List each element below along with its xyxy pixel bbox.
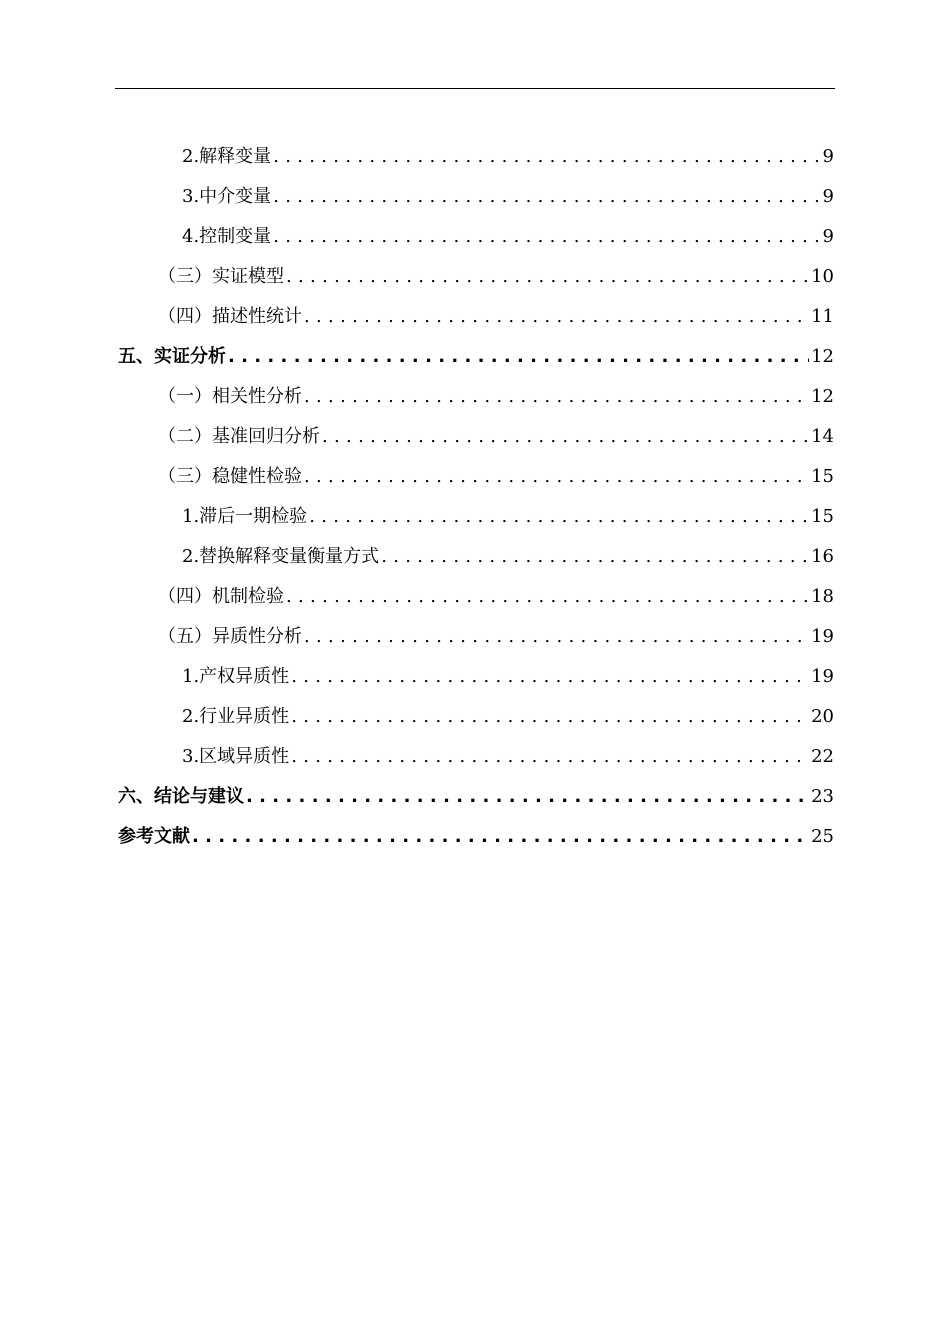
toc-entry[interactable] bbox=[182, 737, 834, 777]
dot-leader bbox=[291, 666, 809, 688]
dot-leader bbox=[228, 346, 809, 368]
dot-leader bbox=[304, 386, 809, 408]
toc-entry-label: （五）异质性分析 bbox=[158, 626, 302, 647]
toc-entry[interactable] bbox=[182, 697, 834, 737]
toc-entry-label: （三）稳健性检验 bbox=[158, 466, 302, 487]
toc-page-number: 9 bbox=[822, 226, 834, 247]
toc-entry[interactable] bbox=[158, 617, 834, 657]
toc-entry-label: 1.滞后一期检验 bbox=[182, 506, 308, 527]
toc-page-number: 19 bbox=[811, 626, 834, 647]
toc-entry-label: 3.中介变量 bbox=[182, 186, 272, 207]
toc-page-number: 20 bbox=[811, 706, 834, 727]
toc-entry[interactable] bbox=[182, 137, 834, 177]
toc-entry-label: 五、实证分析 bbox=[118, 346, 226, 367]
dot-leader bbox=[273, 226, 820, 248]
header-rule bbox=[115, 88, 835, 89]
toc-page-number: 15 bbox=[811, 466, 834, 487]
dot-leader bbox=[246, 786, 809, 808]
toc-entry[interactable] bbox=[158, 297, 834, 337]
toc-entry[interactable] bbox=[182, 497, 834, 537]
dot-leader bbox=[322, 426, 809, 448]
toc-entry[interactable] bbox=[158, 457, 834, 497]
dot-leader bbox=[304, 466, 809, 488]
dot-leader bbox=[192, 826, 809, 848]
dot-leader bbox=[291, 746, 809, 768]
toc-entry-label: （四）描述性统计 bbox=[158, 306, 302, 327]
toc-page-number: 9 bbox=[822, 146, 834, 167]
dot-leader bbox=[286, 586, 809, 608]
toc-entry-label: 3.区域异质性 bbox=[182, 746, 290, 767]
toc-entry[interactable] bbox=[158, 417, 834, 457]
toc-page-number: 14 bbox=[811, 426, 834, 447]
dot-leader bbox=[273, 146, 820, 168]
toc-entry-label: （二）基准回归分析 bbox=[158, 426, 320, 447]
toc-entry[interactable] bbox=[158, 377, 834, 417]
toc-entry-label: 六、结论与建议 bbox=[118, 786, 244, 807]
toc-entry[interactable] bbox=[182, 537, 834, 577]
toc-entry-label: （一）相关性分析 bbox=[158, 386, 302, 407]
dot-leader bbox=[273, 186, 820, 208]
dot-leader bbox=[291, 706, 809, 728]
toc-page-number: 12 bbox=[811, 346, 834, 367]
toc-chapter-entry[interactable] bbox=[118, 337, 834, 377]
dot-leader bbox=[381, 546, 809, 568]
toc-entry[interactable] bbox=[182, 217, 834, 257]
toc-page-number: 25 bbox=[811, 826, 834, 847]
toc-entry[interactable] bbox=[158, 257, 834, 297]
toc-entry[interactable] bbox=[158, 577, 834, 617]
dot-leader bbox=[304, 306, 809, 328]
toc-entry[interactable] bbox=[182, 657, 834, 697]
toc-page-number: 9 bbox=[822, 186, 834, 207]
dot-leader bbox=[286, 266, 809, 288]
dot-leader bbox=[309, 506, 809, 528]
toc-entry-label: 2.解释变量 bbox=[182, 146, 272, 167]
toc-entry-label: 参考文献 bbox=[118, 826, 190, 847]
toc-entry-label: （三）实证模型 bbox=[158, 266, 284, 287]
toc-page-number: 16 bbox=[811, 546, 834, 567]
toc-page-number: 23 bbox=[811, 786, 834, 807]
toc-page-number: 15 bbox=[811, 506, 834, 527]
toc-entry-label: 4.控制变量 bbox=[182, 226, 272, 247]
toc-page-number: 19 bbox=[811, 666, 834, 687]
toc-page-number: 18 bbox=[811, 586, 834, 607]
toc-page-number: 22 bbox=[811, 746, 834, 767]
toc-entry-label: 1.产权异质性 bbox=[182, 666, 290, 687]
toc-chapter-entry[interactable] bbox=[118, 817, 834, 857]
toc-entry[interactable] bbox=[182, 177, 834, 217]
toc-chapter-entry[interactable] bbox=[118, 777, 834, 817]
dot-leader bbox=[304, 626, 809, 648]
toc-entry-label: 2.行业异质性 bbox=[182, 706, 290, 727]
toc-page-number: 10 bbox=[811, 266, 834, 287]
toc-entry-label: 2.替换解释变量衡量方式 bbox=[182, 546, 380, 567]
toc-page-number: 12 bbox=[811, 386, 834, 407]
toc-page-number: 11 bbox=[811, 306, 834, 327]
toc-entry-label: （四）机制检验 bbox=[158, 586, 284, 607]
